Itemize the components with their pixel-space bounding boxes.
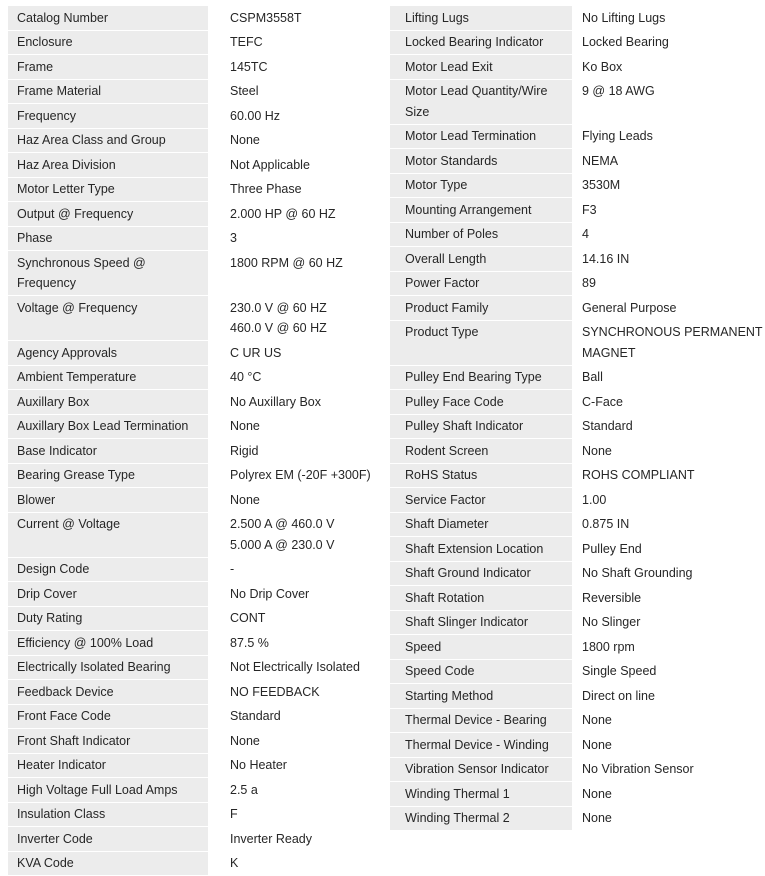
table-row — [390, 709, 765, 733]
spec-label: Current @ Voltage — [8, 513, 208, 557]
spec-value — [572, 272, 765, 296]
table-row — [8, 31, 383, 55]
table-row — [390, 807, 765, 831]
spec-value-line: SYNCHRONOUS PERMANENT MAGNET — [582, 325, 763, 360]
spec-value — [208, 852, 383, 876]
spec-value — [572, 247, 765, 271]
spec-value — [572, 782, 765, 806]
spec-value-line: None — [582, 786, 612, 801]
table-row — [8, 80, 383, 104]
spec-value — [208, 31, 383, 55]
table-row — [8, 513, 383, 557]
spec-label: Front Shaft Indicator — [8, 729, 208, 753]
table-row — [8, 852, 383, 876]
spec-label: Electrically Isolated Bearing — [8, 656, 208, 680]
spec-value-line: Ko Box — [582, 59, 623, 74]
spec-value-line: Locked Bearing — [582, 35, 669, 49]
table-row — [8, 55, 383, 79]
spec-value-line: No Slinger — [582, 615, 641, 629]
spec-value — [208, 55, 383, 79]
spec-value-line: Not Applicable — [230, 157, 310, 172]
spec-label: Ambient Temperature — [8, 366, 208, 390]
spec-value-line: 1.00 — [582, 492, 607, 507]
spec-value-line: 2.500 A @ 460.0 V — [230, 517, 335, 531]
spec-value-line: - — [230, 562, 235, 576]
table-row — [390, 439, 765, 463]
spec-value — [572, 513, 765, 537]
spec-value — [572, 31, 765, 55]
spec-value-line: No Lifting Lugs — [582, 10, 666, 25]
spec-value-line: Rigid — [230, 443, 259, 458]
spec-value — [208, 415, 383, 439]
spec-label: Efficiency @ 100% Load — [8, 631, 208, 655]
spec-value — [208, 778, 383, 802]
spec-value-line: None — [230, 133, 260, 147]
spec-label: Locked Bearing Indicator — [390, 31, 572, 55]
spec-label: Enclosure — [8, 31, 208, 55]
spec-label: Frame Material — [8, 80, 208, 104]
table-row — [390, 247, 765, 271]
table-row — [390, 31, 765, 55]
spec-label: Overall Length — [390, 247, 572, 271]
spec-label: Output @ Frequency — [8, 202, 208, 226]
spec-value-line: None — [582, 713, 612, 727]
table-row — [390, 149, 765, 173]
spec-label: Motor Lead Exit — [390, 55, 572, 79]
spec-value-line: 4 — [582, 227, 589, 241]
spec-value-line: 145TC — [230, 59, 268, 74]
spec-label: Thermal Device - Bearing — [390, 709, 572, 733]
spec-label: Pulley End Bearing Type — [390, 366, 572, 390]
spec-value — [572, 464, 765, 488]
spec-label: Motor Lead Quantity/Wire Size — [390, 80, 572, 124]
spec-value — [572, 684, 765, 708]
spec-value-line: 230.0 V @ 60 HZ — [230, 300, 327, 315]
spec-label: Speed — [390, 635, 572, 659]
spec-value — [572, 660, 765, 684]
table-row — [8, 227, 383, 251]
spec-value-line: Flying Leads — [582, 129, 653, 143]
table-row — [8, 6, 383, 30]
spec-value — [572, 366, 765, 390]
spec-label: Inverter Code — [8, 827, 208, 851]
spec-value — [208, 705, 383, 729]
spec-value — [208, 827, 383, 851]
spec-value — [572, 807, 765, 831]
spec-value-line: Steel — [230, 84, 259, 98]
spec-value-line: NO FEEDBACK — [230, 684, 320, 699]
spec-value-line: No Shaft Grounding — [582, 566, 693, 580]
spec-label: Catalog Number — [8, 6, 208, 30]
spec-value-line: Standard — [230, 709, 281, 723]
spec-value — [208, 464, 383, 488]
spec-value-line: No Auxillary Box — [230, 394, 322, 409]
spec-value-line: None — [582, 811, 612, 825]
table-row — [8, 104, 383, 128]
spec-value — [572, 321, 765, 365]
spec-value — [208, 153, 383, 177]
spec-value-line: None — [582, 737, 612, 752]
spec-value-line: 2.000 HP @ 60 HZ — [230, 206, 336, 221]
spec-label: Drip Cover — [8, 582, 208, 606]
spec-value — [208, 582, 383, 606]
spec-value-line: 460.0 V @ 60 HZ — [230, 321, 327, 335]
spec-value-line: 87.5 % — [230, 635, 269, 650]
spec-label: Power Factor — [390, 272, 572, 296]
spec-label: Auxillary Box Lead Termination — [8, 415, 208, 439]
spec-value — [208, 607, 383, 631]
spec-label: KVA Code — [8, 852, 208, 876]
spec-value-line: Ball — [582, 370, 603, 384]
spec-value — [572, 562, 765, 586]
spec-value — [208, 341, 383, 365]
spec-value — [208, 129, 383, 153]
spec-value-line: C-Face — [582, 394, 623, 409]
table-row — [390, 390, 765, 414]
spec-value — [572, 635, 765, 659]
table-row — [8, 803, 383, 827]
spec-label: Service Factor — [390, 488, 572, 512]
spec-value — [208, 631, 383, 655]
spec-value — [208, 251, 383, 295]
spec-value — [572, 55, 765, 79]
table-row — [8, 464, 383, 488]
spec-value-line: Single Speed — [582, 664, 657, 678]
spec-value-line: Inverter Ready — [230, 831, 312, 846]
table-row — [390, 488, 765, 512]
table-row — [8, 296, 383, 340]
spec-value-line: TEFC — [230, 35, 263, 49]
spec-value-line: CONT — [230, 611, 266, 625]
spec-value — [208, 202, 383, 226]
spec-label: Number of Poles — [390, 223, 572, 247]
spec-label: Product Family — [390, 296, 572, 320]
spec-value — [208, 439, 383, 463]
table-row — [390, 80, 765, 124]
spec-value-line: Polyrex EM (-20F +300F) — [230, 468, 371, 482]
spec-label: Motor Standards — [390, 149, 572, 173]
spec-label: Front Face Code — [8, 705, 208, 729]
spec-value-line: 9 @ 18 AWG — [582, 84, 655, 98]
spec-value-line: 3530M — [582, 178, 621, 192]
spec-value-line: 89 — [582, 276, 596, 290]
spec-value-line: Pulley End — [582, 541, 642, 556]
spec-label: Heater Indicator — [8, 754, 208, 778]
spec-value — [572, 488, 765, 512]
table-row — [8, 607, 383, 631]
spec-value-line: None — [230, 492, 260, 507]
spec-value — [572, 415, 765, 439]
spec-value-line: 1800 rpm — [582, 639, 635, 654]
spec-label: Shaft Extension Location — [390, 537, 572, 561]
spec-label: Rodent Screen — [390, 439, 572, 463]
table-row — [390, 464, 765, 488]
table-row — [390, 55, 765, 79]
spec-label: RoHS Status — [390, 464, 572, 488]
spec-value-line: No Vibration Sensor — [582, 762, 694, 776]
spec-label: Motor Letter Type — [8, 178, 208, 202]
spec-value — [572, 439, 765, 463]
spec-label: Voltage @ Frequency — [8, 296, 208, 340]
table-row — [8, 558, 383, 582]
spec-label: Feedback Device — [8, 680, 208, 704]
table-row — [8, 439, 383, 463]
spec-value-line: No Heater — [230, 758, 287, 772]
spec-label: Duty Rating — [8, 607, 208, 631]
spec-value-line: 5.000 A @ 230.0 V — [230, 537, 335, 552]
spec-label: Auxillary Box — [8, 390, 208, 414]
spec-value — [572, 125, 765, 149]
table-row — [8, 202, 383, 226]
spec-value — [572, 198, 765, 222]
spec-value — [572, 733, 765, 757]
spec-value — [208, 680, 383, 704]
spec-value — [572, 611, 765, 635]
spec-value — [572, 80, 765, 124]
spec-label: Frequency — [8, 104, 208, 128]
spec-value-line: 40 °C — [230, 370, 262, 384]
table-row — [390, 782, 765, 806]
table-row — [8, 129, 383, 153]
table-row — [390, 562, 765, 586]
spec-label: Blower — [8, 488, 208, 512]
spec-value — [208, 366, 383, 390]
spec-value-line: Not Electrically Isolated — [230, 660, 360, 674]
spec-label: Shaft Diameter — [390, 513, 572, 537]
spec-value-line: Standard — [582, 419, 633, 433]
spec-value — [572, 586, 765, 610]
spec-label: Product Type — [390, 321, 572, 365]
spec-value — [208, 488, 383, 512]
table-row — [390, 366, 765, 390]
spec-label: Mounting Arrangement — [390, 198, 572, 222]
table-row — [8, 341, 383, 365]
spec-value — [572, 174, 765, 198]
table-row — [390, 733, 765, 757]
spec-value — [208, 296, 383, 340]
spec-label: Design Code — [8, 558, 208, 582]
spec-value-line: Reversible — [582, 590, 642, 605]
table-row — [390, 296, 765, 320]
spec-value — [572, 537, 765, 561]
table-row — [390, 586, 765, 610]
spec-label: Thermal Device - Winding — [390, 733, 572, 757]
table-row — [8, 705, 383, 729]
spec-label: Pulley Shaft Indicator — [390, 415, 572, 439]
table-row — [390, 415, 765, 439]
spec-label: Motor Type — [390, 174, 572, 198]
table-row — [390, 223, 765, 247]
spec-value — [572, 149, 765, 173]
spec-label: Agency Approvals — [8, 341, 208, 365]
spec-label: Starting Method — [390, 684, 572, 708]
spec-value-line: 14.16 IN — [582, 251, 630, 266]
spec-value-line: F3 — [582, 202, 597, 217]
spec-column-left — [0, 6, 383, 876]
table-row — [8, 729, 383, 753]
spec-column-right — [383, 6, 765, 876]
spec-value-line: 1800 RPM @ 60 HZ — [230, 255, 343, 270]
table-row — [8, 680, 383, 704]
spec-value — [208, 803, 383, 827]
spec-label: Vibration Sensor Indicator — [390, 758, 572, 782]
spec-label: Speed Code — [390, 660, 572, 684]
table-row — [8, 488, 383, 512]
spec-value — [208, 104, 383, 128]
table-row — [8, 366, 383, 390]
spec-value-line: 3 — [230, 231, 237, 245]
table-row — [390, 174, 765, 198]
spec-value-line: K — [230, 856, 239, 870]
table-row — [390, 660, 765, 684]
table-row — [8, 251, 383, 295]
table-row — [390, 198, 765, 222]
spec-value — [208, 80, 383, 104]
table-row — [8, 178, 383, 202]
table-row — [8, 582, 383, 606]
spec-value-line: CSPM3558T — [230, 10, 302, 25]
spec-value — [572, 709, 765, 733]
spec-value-line: None — [230, 733, 260, 748]
spec-label: Synchronous Speed @ Frequency — [8, 251, 208, 295]
spec-value-line: F — [230, 807, 238, 821]
spec-value — [208, 656, 383, 680]
table-row — [8, 153, 383, 177]
table-row — [390, 125, 765, 149]
spec-value-line: C UR US — [230, 345, 282, 360]
table-row — [390, 611, 765, 635]
table-row — [390, 321, 765, 365]
table-row — [8, 631, 383, 655]
table-row — [8, 778, 383, 802]
table-row — [390, 513, 765, 537]
spec-value — [572, 758, 765, 782]
spec-label: Winding Thermal 2 — [390, 807, 572, 831]
spec-value — [208, 227, 383, 251]
table-row — [8, 415, 383, 439]
spec-label: Pulley Face Code — [390, 390, 572, 414]
spec-label: High Voltage Full Load Amps — [8, 778, 208, 802]
spec-label: Bearing Grease Type — [8, 464, 208, 488]
spec-value-line: None — [582, 443, 612, 458]
spec-value — [572, 296, 765, 320]
spec-value — [572, 6, 765, 30]
table-row — [390, 758, 765, 782]
spec-value-line: Three Phase — [230, 182, 302, 196]
table-row — [390, 635, 765, 659]
spec-value — [208, 513, 383, 557]
spec-value-line: ROHS COMPLIANT — [582, 468, 695, 482]
spec-value — [208, 729, 383, 753]
spec-value — [572, 390, 765, 414]
table-row — [390, 684, 765, 708]
spec-value — [208, 390, 383, 414]
spec-label: Insulation Class — [8, 803, 208, 827]
spec-value — [208, 754, 383, 778]
spec-value-line: None — [230, 419, 260, 433]
spec-value-line: 60.00 Hz — [230, 108, 281, 123]
spec-label: Phase — [8, 227, 208, 251]
table-row — [8, 827, 383, 851]
spec-value-line: 0.875 IN — [582, 517, 630, 531]
spec-value-line: No Drip Cover — [230, 586, 310, 601]
spec-label: Base Indicator — [8, 439, 208, 463]
spec-label: Lifting Lugs — [390, 6, 572, 30]
spec-label: Haz Area Class and Group — [8, 129, 208, 153]
spec-value — [572, 223, 765, 247]
spec-label: Shaft Rotation — [390, 586, 572, 610]
spec-label: Shaft Ground Indicator — [390, 562, 572, 586]
spec-value — [208, 178, 383, 202]
spec-label: Motor Lead Termination — [390, 125, 572, 149]
spec-value-line: General Purpose — [582, 300, 677, 315]
spec-value — [208, 6, 383, 30]
table-row — [8, 390, 383, 414]
spec-value-line: 2.5 a — [230, 782, 258, 797]
table-row — [8, 754, 383, 778]
spec-value — [208, 558, 383, 582]
spec-value-line: NEMA — [582, 153, 619, 168]
table-row — [390, 6, 765, 30]
spec-label: Frame — [8, 55, 208, 79]
spec-label: Haz Area Division — [8, 153, 208, 177]
table-row — [8, 656, 383, 680]
table-row — [390, 537, 765, 561]
table-row — [390, 272, 765, 296]
spec-value-line: Direct on line — [582, 688, 655, 703]
spec-label: Shaft Slinger Indicator — [390, 611, 572, 635]
spec-label: Winding Thermal 1 — [390, 782, 572, 806]
